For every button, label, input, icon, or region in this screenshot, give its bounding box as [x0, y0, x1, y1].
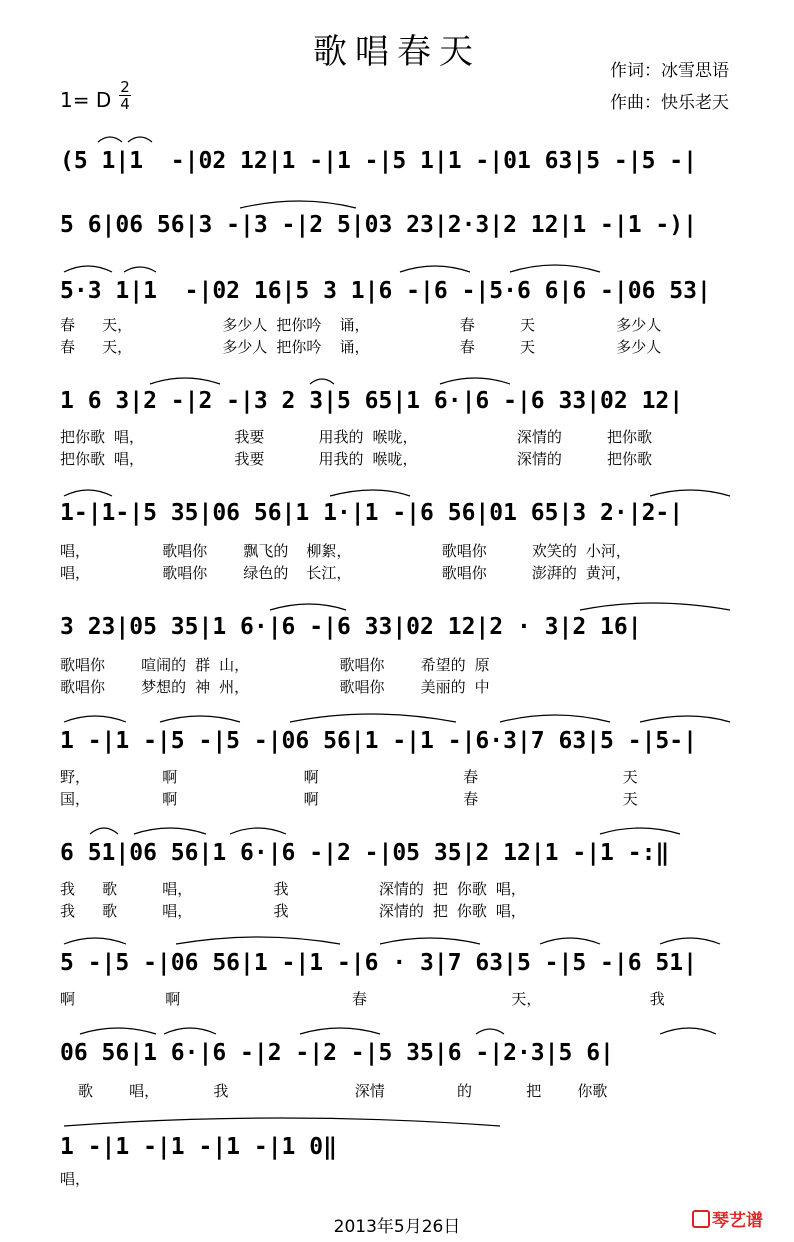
note-row-9: 5 -|5 -|06 56|1 -|1 -|6 · 3|7 63|5 -|5 -|6 51|: [60, 950, 697, 976]
note-row-1: (5 1|1 -|02 12|1 -|1 -|5 1|1 -|01 63|5 -|5 -|: [60, 148, 697, 174]
slur: [150, 378, 220, 384]
slur: [476, 1029, 504, 1034]
slur: [440, 378, 510, 384]
note-row-7: 1 -|1 -|5 -|5 -|06 56|1 -|1 -|6·3|7 63|5 -|5-|: [60, 728, 697, 754]
slur: [160, 716, 240, 722]
slur: [540, 938, 600, 944]
slur: [660, 938, 720, 944]
key-signature: 1= D: [60, 88, 112, 112]
slur: [98, 137, 122, 142]
slur: [64, 716, 126, 722]
slur: [64, 490, 112, 496]
time-numerator: 2: [120, 78, 130, 96]
slur: [164, 1028, 216, 1034]
lyric-row-9a: 啊 啊 春 天， 我: [60, 990, 665, 1008]
footer-date: 2013年5月26日: [333, 1217, 461, 1237]
slur: [90, 828, 118, 834]
slur: [580, 603, 730, 610]
slur: [270, 604, 346, 610]
slur: [80, 1028, 156, 1034]
time-signature: [118, 80, 132, 111]
lyric-row-5a: 唱， 歌唱你 飘飞的 柳絮， 歌唱你 欢笑的 小河，: [60, 542, 631, 560]
note-row-10: 06 56|1 6·|6 -|2 -|2 -|5 35|6 -|2·3|5 6|: [60, 1040, 614, 1066]
slur: [64, 1118, 500, 1126]
time-denominator: 4: [120, 95, 130, 113]
slur: [240, 201, 356, 208]
slur: [330, 490, 410, 496]
lyric-row-10a: 歌 唱， 我 深情 的 把 你歌: [60, 1082, 608, 1100]
lyric-row-4b: 把你歌 唱， 我要 用我的 喉咙， 深情的 把你歌: [60, 450, 653, 468]
lyric-row-6a: 歌唱你 喧闹的 群 山， 歌唱你 希望的 原: [60, 656, 490, 674]
lyric-row-7b: 国， 啊 啊 春 天: [60, 790, 638, 808]
note-row-4: 1 6 3|2 -|2 -|3 2 3|5 65|1 6·|6 -|6 33|02 12|: [60, 388, 684, 414]
lyric-row-8b: 我 歌 唱， 我 深情的 把 你歌 唱，: [60, 902, 526, 920]
slur: [640, 716, 730, 722]
slur: [600, 828, 680, 834]
lyric-row-4a: 把你歌 唱， 我要 用我的 喉咙， 深情的 把你歌: [60, 428, 653, 446]
logo-text: 琴艺谱: [712, 1211, 763, 1231]
lyric-row-8a: 我 歌 唱， 我 深情的 把 你歌 唱，: [60, 880, 526, 898]
note-row-2: 5 6|06 56|3 -|3 -|2 5|03 23|2·3|2 12|1 -|1 -)|: [60, 212, 697, 238]
lyric-row-3a: 春 天， 多少人 把你吟 诵， 春 天 多少人: [60, 316, 662, 334]
lyric-row-5b: 唱， 歌唱你 绿色的 长江， 歌唱你 澎湃的 黄河，: [60, 564, 631, 582]
slur: [64, 266, 112, 272]
slur: [500, 715, 610, 722]
lyric-row-6b: 歌唱你 梦想的 神 州， 歌唱你 美丽的 中: [60, 678, 490, 696]
slur: [510, 265, 600, 272]
slur: [230, 828, 286, 834]
lyric-row-3b: 春 天， 多少人 把你吟 诵， 春 天 多少人: [60, 338, 662, 356]
site-logo: [692, 1206, 763, 1231]
slur: [660, 1028, 716, 1034]
note-row-8: 6 51|06 56|1 6·|6 -|2 -|05 35|2 12|1 -|1 -:‖: [60, 840, 670, 866]
slur: [400, 266, 470, 272]
lyric-row-7a: 野， 啊 啊 春 天: [60, 768, 638, 786]
slur: [134, 828, 206, 834]
slur: [290, 714, 456, 722]
slur: [124, 267, 156, 272]
lyric-row-11a: 唱，: [60, 1170, 91, 1188]
slur: [176, 937, 340, 944]
slur: [310, 379, 334, 384]
composer-credit: 作曲：快乐老天: [610, 93, 729, 113]
slur: [128, 137, 152, 142]
song-title: 歌唱春天: [313, 32, 481, 72]
note-row-6: 3 23|05 35|1 6·|6 -|6 33|02 12|2 · 3|2 16|: [60, 614, 642, 640]
note-row-3: 5·3 1|1 -|02 16|5 3 1|6 -|6 -|5·6 6|6 -|06 53|: [60, 278, 711, 304]
note-row-11: 1 -|1 -|1 -|1 -|1 0‖: [60, 1134, 337, 1160]
slur: [64, 938, 126, 944]
slur: [380, 938, 480, 944]
note-row-5: 1-|1-|5 35|06 56|1 1·|1 -|6 56|01 65|3 2·|2-|: [60, 500, 684, 526]
slur: [650, 490, 730, 496]
logo-icon: [692, 1210, 710, 1228]
slur: [300, 1028, 380, 1034]
lyricist-credit: 作词：冰雪思语: [610, 61, 729, 81]
